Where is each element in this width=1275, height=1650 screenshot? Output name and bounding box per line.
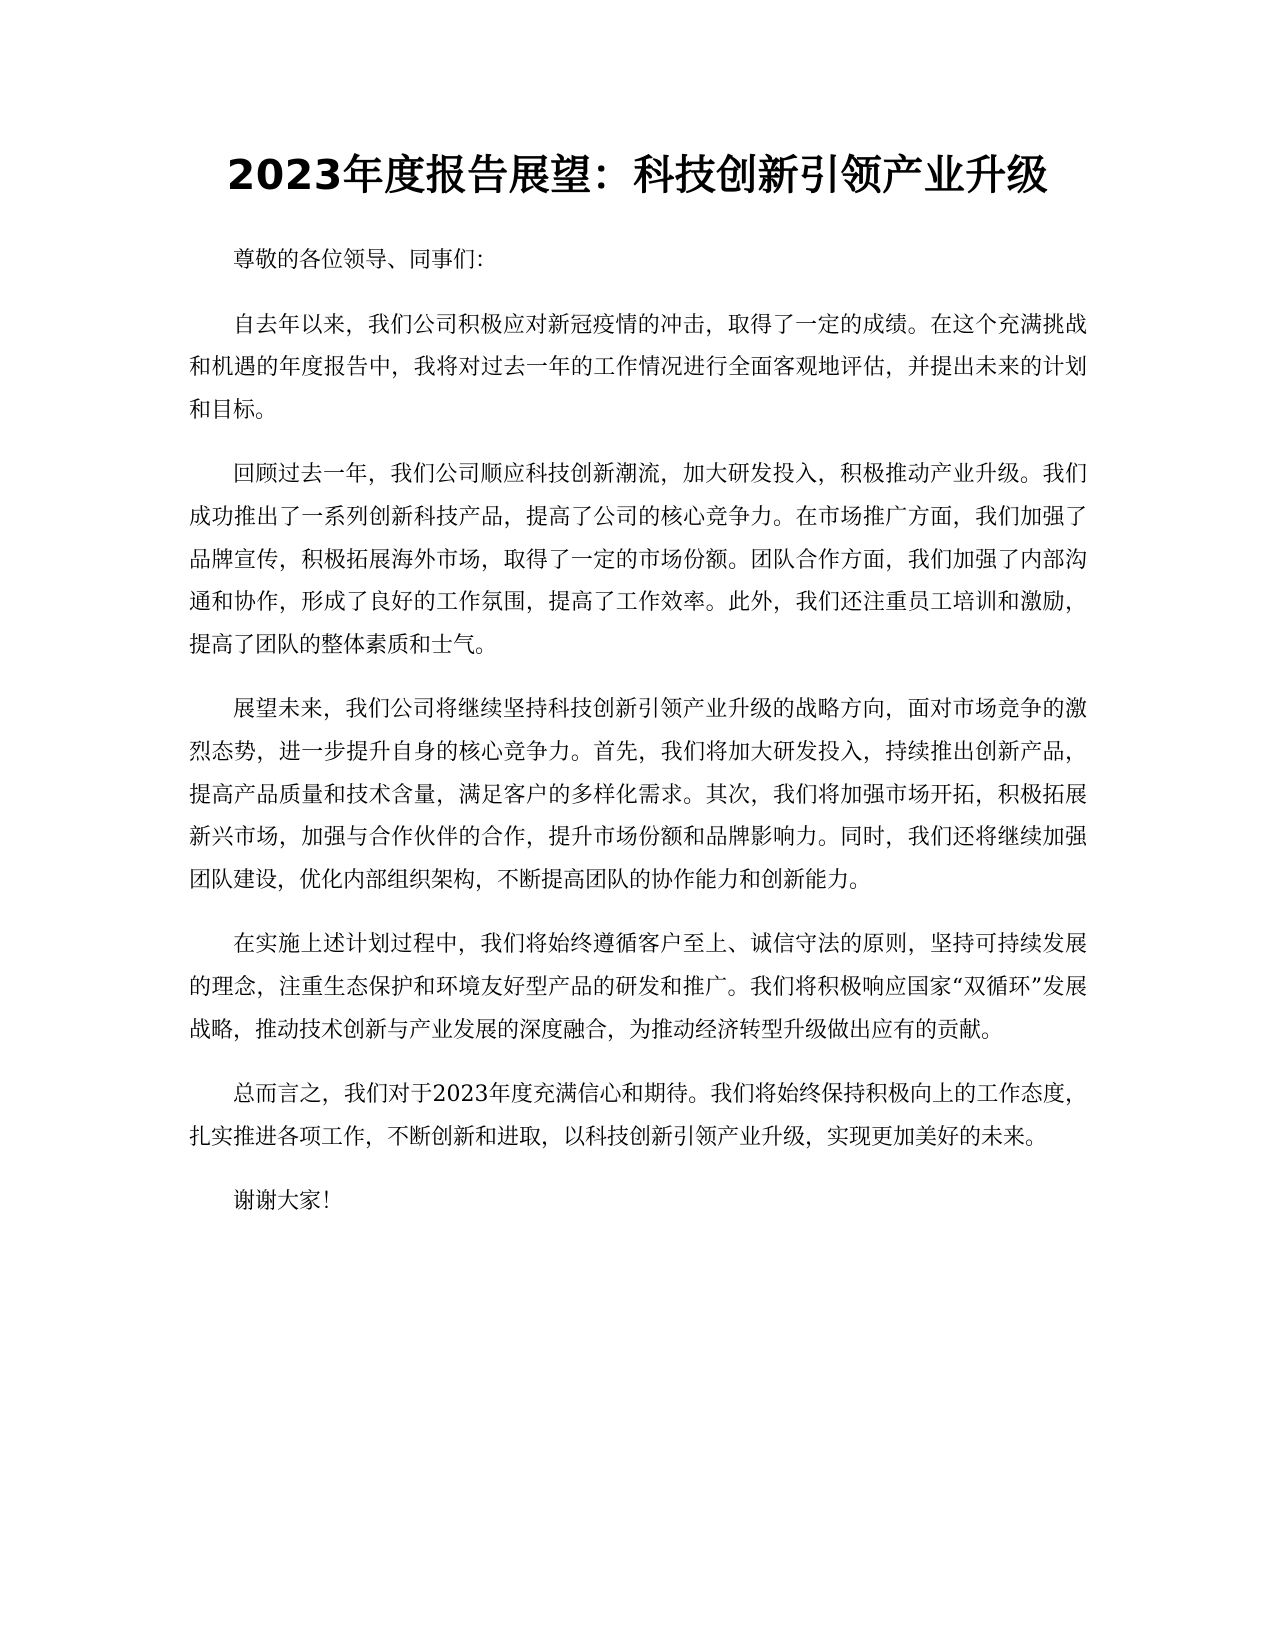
document-body bbox=[189, 240, 1087, 1224]
outlook-paragraph: 展望未来，我们公司将继续坚持科技创新引领产业升级的战略方向，面对市场竞争的激烈态势，进一步提升自身的核心竞争力。首先，我们将加大研发投入，持续推出创新产品，提高产品质量和技术含量，满足客户的多样化需求。其次，我们将加强市场开拓，积极拓展新兴市场，加强与合作伙伴的合作，提升市场份额和品牌影响力。同时，我们还将继续加强团队建设，优化内部组织架构，不断提高团队的协作能力和创新能力。 bbox=[189, 697, 1087, 893]
closing-paragraph: 谢谢大家！ bbox=[233, 1189, 344, 1215]
summary-paragraph: 总而言之，我们对于2023年度充满信心和期待。我们将始终保持积极向上的工作态度，扎实推进各项工作，不断创新和进取，以科技创新引领产业升级，实现更加美好的未来。 bbox=[189, 1082, 1087, 1150]
review-paragraph: 回顾过去一年，我们公司顺应科技创新潮流，加大研发投入，积极推动产业升级。我们成功推出了一系列创新科技产品，提高了公司的核心竞争力。在市场推广方面，我们加强了品牌宣传，积极拓展海外市场，取得了一定的市场份额。团队合作方面，我们加强了内部沟通和协作，形成了良好的工作氛围，提高了工作效率。此外，我们还注重员工培训和激励，提高了团队的整体素质和士气。 bbox=[189, 462, 1087, 658]
document-title: 2023年度报告展望：科技创新引领产业升级 bbox=[226, 151, 1049, 199]
intro-paragraph: 自去年以来，我们公司积极应对新冠疫情的冲击，取得了一定的成绩。在这个充满挑战和机遇的年度报告中，我将对过去一年的工作情况进行全面客观地评估，并提出未来的计划和目标。 bbox=[189, 312, 1087, 423]
implementation-paragraph: 在实施上述计划过程中，我们将始终遵循客户至上、诚信守法的原则，坚持可持续发展的理念，注重生态保护和环境友好型产品的研发和推广。我们将积极响应国家“双循环”发展战略，推动技术创新与产业发展的深度融合，为推动经济转型升级做出应有的贡献。 bbox=[189, 932, 1087, 1043]
salutation-paragraph: 尊敬的各位领导、同事们： bbox=[233, 248, 498, 273]
